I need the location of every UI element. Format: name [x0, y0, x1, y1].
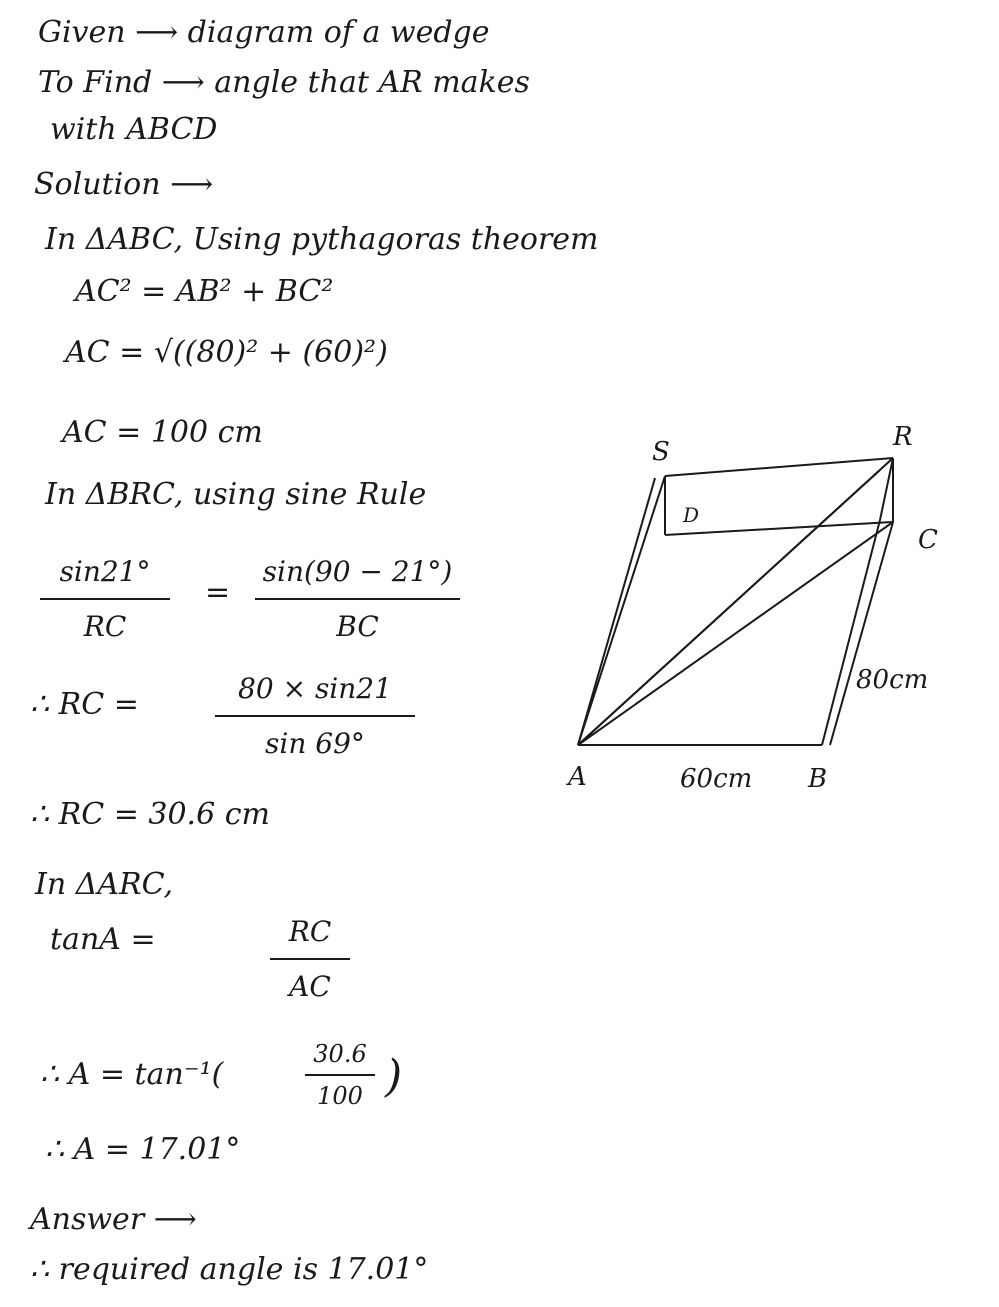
label-b: B — [808, 764, 828, 794]
step3-a-label: ∴ A = tan⁻¹( — [40, 1057, 224, 1092]
numerator: 30.6 — [313, 1040, 367, 1068]
answer-text: ∴ required angle is 17.01° — [30, 1252, 429, 1287]
numerator: 80 × sin21 — [238, 672, 392, 705]
step2-intro: In ΔBRC, using sine Rule — [45, 477, 427, 512]
step2-rc-label: ∴ RC = — [30, 687, 139, 722]
step3-intro: In ΔARC, — [35, 867, 174, 902]
step1-substitution: AC = √((80)² + (60)²) — [65, 335, 388, 370]
step3-result: ∴ A = 17.01° — [45, 1132, 241, 1167]
denominator: RC — [83, 610, 127, 643]
step1-result: AC = 100 cm — [62, 415, 263, 450]
numerator: sin21° — [59, 555, 151, 588]
label-ab-length: 60cm — [680, 764, 753, 794]
label-bc-length: 80cm — [856, 665, 929, 695]
denominator: AC — [289, 970, 331, 1003]
numerator: sin(90 − 21°) — [262, 555, 453, 588]
denominator: sin 69° — [265, 727, 365, 760]
denominator: BC — [336, 610, 379, 643]
label-r: R — [893, 422, 913, 452]
denominator: 100 — [317, 1082, 363, 1110]
step3-lhs: tanA = — [50, 922, 156, 957]
wedge-lines — [578, 458, 893, 745]
to-find-line: To Find ⟶ angle that AR makes — [38, 65, 530, 100]
closing-paren: ) — [385, 1051, 403, 1102]
equals-sign: = — [205, 575, 231, 610]
step2-result: ∴ RC = 30.6 cm — [30, 797, 270, 832]
solution-heading: Solution ⟶ — [34, 167, 214, 202]
step1-intro: In ΔABC, Using pythagoras theorem — [45, 222, 599, 257]
label-c: C — [918, 525, 938, 555]
edge-dc — [665, 522, 893, 535]
edge-bc — [830, 522, 893, 745]
given-line: Given ⟶ diagram of a wedge — [38, 15, 490, 50]
step1-equation: AC² = AB² + BC² — [75, 274, 334, 309]
label-d: D — [683, 503, 700, 527]
line-ac — [578, 522, 893, 745]
numerator: RC — [288, 915, 332, 948]
to-find-line-2: with ABCD — [50, 112, 218, 147]
label-s: S — [652, 437, 670, 467]
label-a: A — [568, 762, 587, 792]
answer-heading: Answer ⟶ — [30, 1202, 197, 1237]
